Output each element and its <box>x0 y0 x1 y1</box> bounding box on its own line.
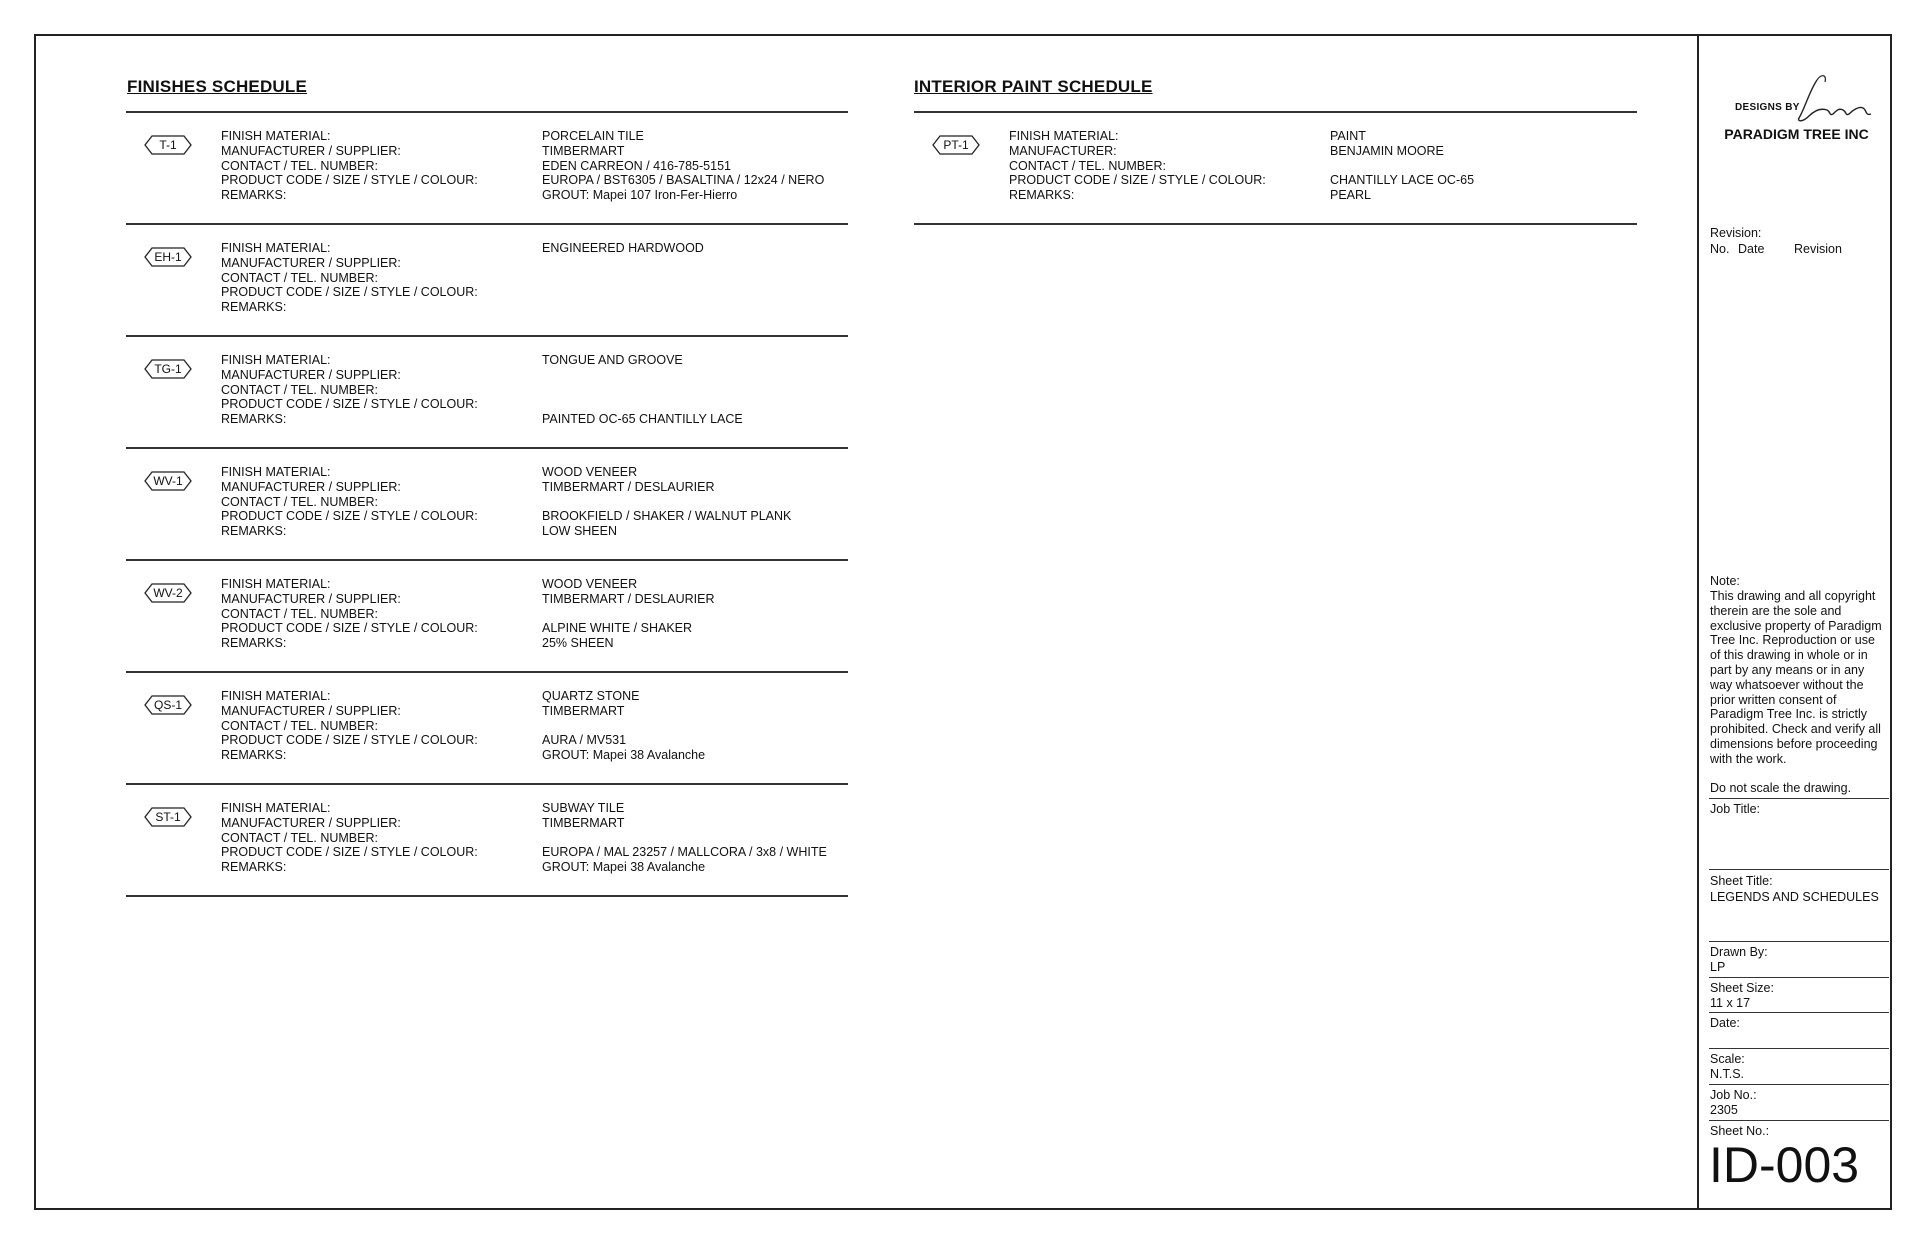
field-label: FINISH MATERIAL: <box>221 801 331 815</box>
field-label: FINISH MATERIAL: <box>221 577 331 591</box>
divider <box>1709 941 1889 942</box>
field-value: TIMBERMART <box>542 703 625 718</box>
field-label: MANUFACTURER: <box>1009 143 1117 158</box>
finish-tag-label: QS-1 <box>153 698 182 712</box>
field-label: CONTACT / TEL. NUMBER: <box>221 494 378 509</box>
field-value: ALPINE WHITE / SHAKER <box>542 621 693 636</box>
finish-tag-icon <box>144 695 192 715</box>
sheet-size: 11 x 17 <box>1710 996 1751 1010</box>
field-label: CONTACT / TEL. NUMBER: <box>221 718 378 733</box>
field-labels <box>221 465 478 539</box>
scale-value: N.T.S. <box>1710 1067 1745 1081</box>
drawn-by-label: Drawn By: <box>1710 945 1768 959</box>
revision-col-no: No. <box>1710 242 1730 256</box>
finish-tag-label: T-1 <box>159 138 177 152</box>
field-label: REMARKS: <box>221 188 287 203</box>
field-value <box>542 397 743 412</box>
field-values <box>542 689 705 763</box>
field-label: CONTACT / TEL. NUMBER: <box>221 158 378 173</box>
divider <box>1709 1048 1889 1049</box>
title-block <box>1697 34 1892 1210</box>
divider <box>1709 977 1889 978</box>
logo-signature-icon <box>1699 70 1894 130</box>
field-label: REMARKS: <box>221 636 287 651</box>
field-value <box>1330 159 1474 174</box>
field-value <box>542 368 743 383</box>
note-line: way whatsoever without the <box>1710 677 1864 692</box>
field-label: FINISH MATERIAL: <box>221 353 331 367</box>
finish-tag-icon <box>144 247 192 267</box>
field-value: TIMBERMART / DESLAURIER <box>542 479 715 494</box>
schedule-entry <box>126 225 848 337</box>
field-value: AURA / MV531 <box>542 733 627 748</box>
field-label: CONTACT / TEL. NUMBER: <box>1009 158 1166 173</box>
schedule-entry <box>126 449 848 561</box>
note-line: dimensions before proceeding <box>1710 736 1878 751</box>
field-label: PRODUCT CODE / SIZE / STYLE / COLOUR: <box>221 173 478 188</box>
field-labels <box>1009 129 1266 203</box>
note-label: Note: <box>1710 574 1740 588</box>
field-value: WOOD VENEER <box>542 465 638 479</box>
revision-col-date: Date <box>1738 242 1765 256</box>
field-label: REMARKS: <box>221 412 287 427</box>
job-no: 2305 <box>1710 1103 1738 1117</box>
field-value <box>542 271 704 286</box>
field-label: FINISH MATERIAL: <box>221 241 331 255</box>
field-values <box>542 241 704 315</box>
field-value: TONGUE AND GROOVE <box>542 353 683 367</box>
finish-tag-icon <box>144 471 192 491</box>
note-line: prior written consent of <box>1710 692 1837 707</box>
field-value <box>542 607 715 622</box>
field-label: PRODUCT CODE / SIZE / STYLE / COLOUR: <box>221 285 478 300</box>
field-label: CONTACT / TEL. NUMBER: <box>221 382 378 397</box>
field-value: GROUT: Mapei 107 Iron-Fer-Hierro <box>542 188 738 203</box>
field-value: CHANTILLY LACE OC-65 <box>1330 173 1475 188</box>
field-value: PEARL <box>1330 188 1371 203</box>
field-values <box>1330 129 1474 203</box>
schedule-entry <box>126 785 848 897</box>
field-label: REMARKS: <box>221 748 287 763</box>
finish-tag-icon <box>144 359 192 379</box>
field-value: SUBWAY TILE <box>542 801 625 815</box>
finish-tag-icon <box>144 135 192 155</box>
field-value <box>542 256 704 271</box>
schedule-entry <box>914 113 1637 225</box>
logo-prefix: DESIGNS BY <box>1735 102 1800 113</box>
field-label: CONTACT / TEL. NUMBER: <box>221 270 378 285</box>
finish-tag-label: PT-1 <box>943 138 969 152</box>
field-value: 25% SHEEN <box>542 636 614 651</box>
finish-tag-icon <box>144 583 192 603</box>
field-label: MANUFACTURER / SUPPLIER: <box>221 703 401 718</box>
sheet-title: LEGENDS AND SCHEDULES <box>1710 890 1879 904</box>
sheet-no-label: Sheet No.: <box>1710 1124 1770 1138</box>
finish-tag-icon <box>932 135 980 155</box>
date-label: Date: <box>1710 1016 1740 1030</box>
note-line: therein are the sole and <box>1710 603 1842 618</box>
paint-schedule <box>914 111 1637 225</box>
field-label: PRODUCT CODE / SIZE / STYLE / COLOUR: <box>221 509 478 524</box>
revision-label: Revision: <box>1710 226 1762 240</box>
field-label: FINISH MATERIAL: <box>221 465 331 479</box>
field-label: PRODUCT CODE / SIZE / STYLE / COLOUR: <box>221 397 478 412</box>
divider <box>1709 1084 1889 1085</box>
schedule-entry <box>126 337 848 449</box>
field-labels <box>221 577 478 651</box>
note-line: This drawing and all copyright <box>1710 589 1876 603</box>
field-label: FINISH MATERIAL: <box>221 129 331 143</box>
field-value: PORCELAIN TILE <box>542 129 644 143</box>
field-labels <box>221 129 478 203</box>
revision-col-revision: Revision <box>1794 242 1842 256</box>
note-line: with the work. <box>1710 751 1787 766</box>
note-line: Tree Inc. Reproduction or use <box>1710 633 1875 648</box>
sheet-size-label: Sheet Size: <box>1710 981 1774 995</box>
drawn-by: LP <box>1710 960 1726 974</box>
field-value: QUARTZ STONE <box>542 689 640 703</box>
field-value: EUROPA / MAL 23257 / MALLCORA / 3x8 / WHITE <box>542 845 827 860</box>
field-label: PRODUCT CODE / SIZE / STYLE / COLOUR: <box>1009 173 1266 188</box>
finish-tag-label: WV-2 <box>153 586 183 600</box>
field-label: REMARKS: <box>221 524 287 539</box>
field-value: PAINT <box>1330 129 1366 143</box>
field-label: MANUFACTURER / SUPPLIER: <box>221 815 401 830</box>
field-label: FINISH MATERIAL: <box>221 689 331 703</box>
no-scale-note: Do not scale the drawing. <box>1710 781 1852 795</box>
divider <box>1709 1012 1889 1013</box>
field-label: CONTACT / TEL. NUMBER: <box>221 830 378 845</box>
field-value: BENJAMIN MOORE <box>1330 143 1444 158</box>
field-value: BROOKFIELD / SHAKER / WALNUT PLANK <box>542 509 792 524</box>
field-value <box>542 719 705 734</box>
note-line: Paradigm Tree Inc. is strictly <box>1710 707 1867 722</box>
scale-label: Scale: <box>1710 1052 1745 1066</box>
field-value: TIMBERMART <box>542 143 625 158</box>
job-no-label: Job No.: <box>1710 1088 1757 1102</box>
field-label: PRODUCT CODE / SIZE / STYLE / COLOUR: <box>221 733 478 748</box>
field-value: PAINTED OC-65 CHANTILLY LACE <box>542 412 743 427</box>
paint-schedule-title: INTERIOR PAINT SCHEDULE <box>914 77 1153 96</box>
field-label: REMARKS: <box>221 300 287 315</box>
field-label: MANUFACTURER / SUPPLIER: <box>221 479 401 494</box>
note-line: part by any means or in any <box>1710 662 1865 677</box>
field-label: CONTACT / TEL. NUMBER: <box>221 606 378 621</box>
field-label: MANUFACTURER / SUPPLIER: <box>221 591 401 606</box>
field-values <box>542 801 827 875</box>
sheet-number: ID-003 <box>1709 1137 1860 1193</box>
divider <box>1709 869 1889 870</box>
company-logo <box>1699 70 1894 130</box>
field-value: TIMBERMART <box>542 815 625 830</box>
field-value: ENGINEERED HARDWOOD <box>542 241 704 255</box>
field-values <box>542 353 743 427</box>
note-line: of this drawing in whole or in <box>1710 648 1868 663</box>
company-name: PARADIGM TREE INC <box>1724 126 1869 142</box>
field-value: GROUT: Mapei 38 Avalanche <box>542 748 706 763</box>
divider <box>1709 1120 1889 1121</box>
note-line: exclusive property of Paradigm <box>1710 618 1882 633</box>
field-label: REMARKS: <box>221 860 287 875</box>
field-value <box>542 300 704 315</box>
field-values <box>542 129 824 203</box>
field-labels <box>221 353 478 427</box>
schedule-entry <box>126 673 848 785</box>
field-values <box>542 465 791 539</box>
field-label: MANUFACTURER / SUPPLIER: <box>221 143 401 158</box>
field-label: MANUFACTURER / SUPPLIER: <box>221 255 401 270</box>
field-value: GROUT: Mapei 38 Avalanche <box>542 860 706 875</box>
field-value: EUROPA / BST6305 / BASALTINA / 12x24 / NERO <box>542 173 825 188</box>
job-title-label: Job Title: <box>1710 802 1761 816</box>
field-value <box>542 831 827 846</box>
field-value <box>542 285 704 300</box>
finishes-schedule <box>126 111 848 897</box>
field-value <box>542 495 791 510</box>
finishes-schedule-title: FINISHES SCHEDULE <box>127 77 308 96</box>
divider <box>1709 798 1889 799</box>
field-label: PRODUCT CODE / SIZE / STYLE / COLOUR: <box>221 621 478 636</box>
field-label: REMARKS: <box>1009 188 1075 203</box>
finish-tag-label: WV-1 <box>153 474 183 488</box>
field-values <box>542 577 715 651</box>
field-value: EDEN CARREON / 416-785-5151 <box>542 158 731 173</box>
field-labels <box>221 241 478 315</box>
field-label: FINISH MATERIAL: <box>1009 129 1119 143</box>
field-labels <box>221 801 478 875</box>
field-value: WOOD VENEER <box>542 577 638 591</box>
finish-tag-label: EH-1 <box>154 250 182 264</box>
copyright-note <box>1710 589 1882 767</box>
schedule-entry <box>126 113 848 225</box>
field-labels <box>221 689 478 763</box>
field-label: MANUFACTURER / SUPPLIER: <box>221 367 401 382</box>
schedule-entry <box>126 561 848 673</box>
finish-tag-label: ST-1 <box>155 810 181 824</box>
field-value: LOW SHEEN <box>542 524 618 539</box>
field-label: PRODUCT CODE / SIZE / STYLE / COLOUR: <box>221 845 478 860</box>
finish-tag-label: TG-1 <box>154 362 182 376</box>
field-value <box>542 383 743 398</box>
field-value: TIMBERMART / DESLAURIER <box>542 591 715 606</box>
finish-tag-icon <box>144 807 192 827</box>
note-line: prohibited. Check and verify all <box>1710 722 1881 737</box>
sheet-title-label: Sheet Title: <box>1710 874 1773 888</box>
